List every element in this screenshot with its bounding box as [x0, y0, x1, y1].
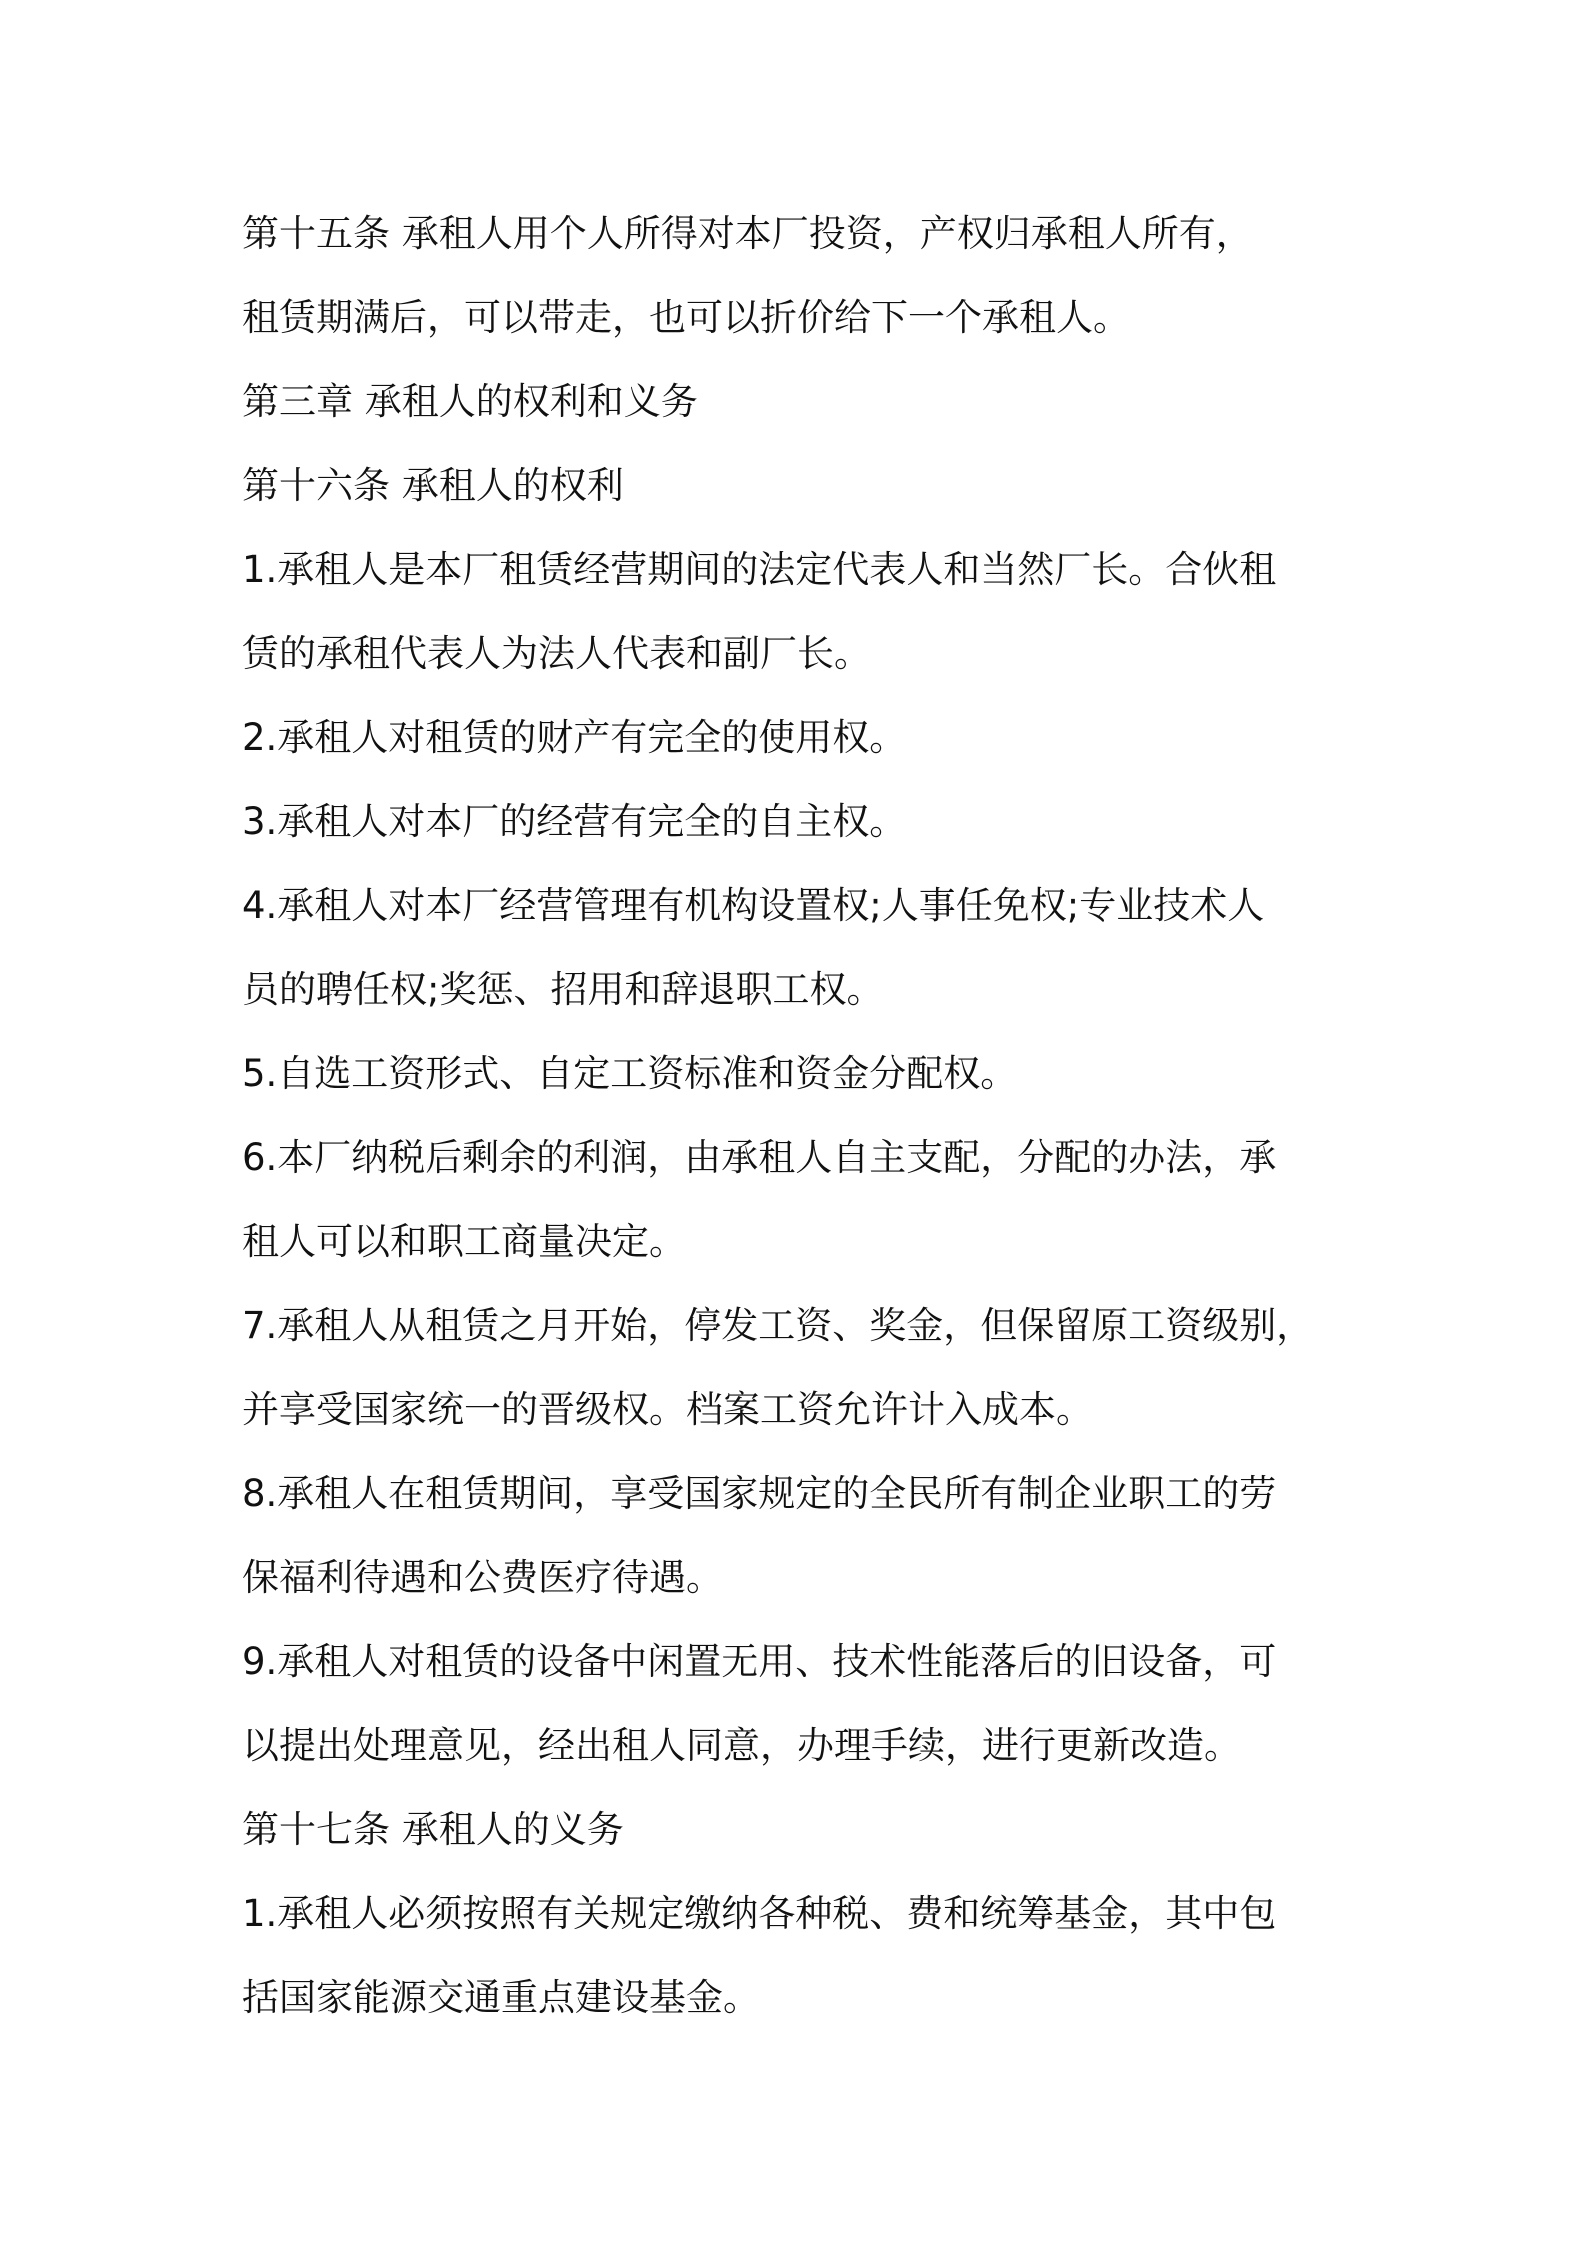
- text-line: 赁的承租代表人为法人代表和副厂长。: [242, 632, 871, 675]
- text-line: 7.承租人从租赁之月开始，停发工资、奖金，但保留原工资级别，: [242, 1304, 1314, 1347]
- text-line: 2.承租人对租赁的财产有完全的使用权。: [242, 716, 907, 759]
- text-line: 8.承租人在租赁期间，享受国家规定的全民所有制企业职工的劳: [242, 1472, 1277, 1515]
- text-line: 3.承租人对本厂的经营有完全的自主权。: [242, 800, 907, 843]
- document-body: [242, 192, 1362, 2040]
- text-line: 第十五条 承租人用个人所得对本厂投资，产权归承租人所有，: [242, 212, 1253, 255]
- text-line: 1.承租人是本厂租赁经营期间的法定代表人和当然厂长。合伙租: [242, 548, 1277, 591]
- text-line: 4.承租人对本厂经营管理有机构设置权;人事任免权;专业技术人: [242, 884, 1265, 927]
- article-heading: 第十七条 承租人的义务: [242, 1808, 624, 1851]
- text-line: 以提出处理意见，经出租人同意，办理手续，进行更新改造。: [242, 1724, 1241, 1767]
- text-line: 1.承租人必须按照有关规定缴纳各种税、费和统筹基金，其中包: [242, 1892, 1277, 1935]
- text-line: 租赁期满后，可以带走，也可以折价给下一个承租人。: [242, 296, 1130, 339]
- text-line: 租人可以和职工商量决定。: [242, 1220, 686, 1263]
- text-line: 保福利待遇和公费医疗待遇。: [242, 1556, 723, 1599]
- text-line: 9.承租人对租赁的设备中闲置无用、技术性能落后的旧设备，可: [242, 1640, 1277, 1683]
- text-line: 括国家能源交通重点建设基金。: [242, 1976, 760, 2019]
- text-line: 员的聘任权;奖惩、招用和辞退职工权。: [242, 968, 884, 1011]
- text-line: 6.本厂纳税后剩余的利润，由承租人自主支配，分配的办法，承: [242, 1136, 1277, 1179]
- chapter-heading: 第三章 承租人的权利和义务: [242, 380, 698, 423]
- text-line: 并享受国家统一的晋级权。档案工资允许计入成本。: [242, 1388, 1093, 1431]
- text-line: 5.自选工资形式、自定工资标准和资金分配权。: [242, 1052, 1018, 1095]
- article-heading: 第十六条 承租人的权利: [242, 464, 624, 507]
